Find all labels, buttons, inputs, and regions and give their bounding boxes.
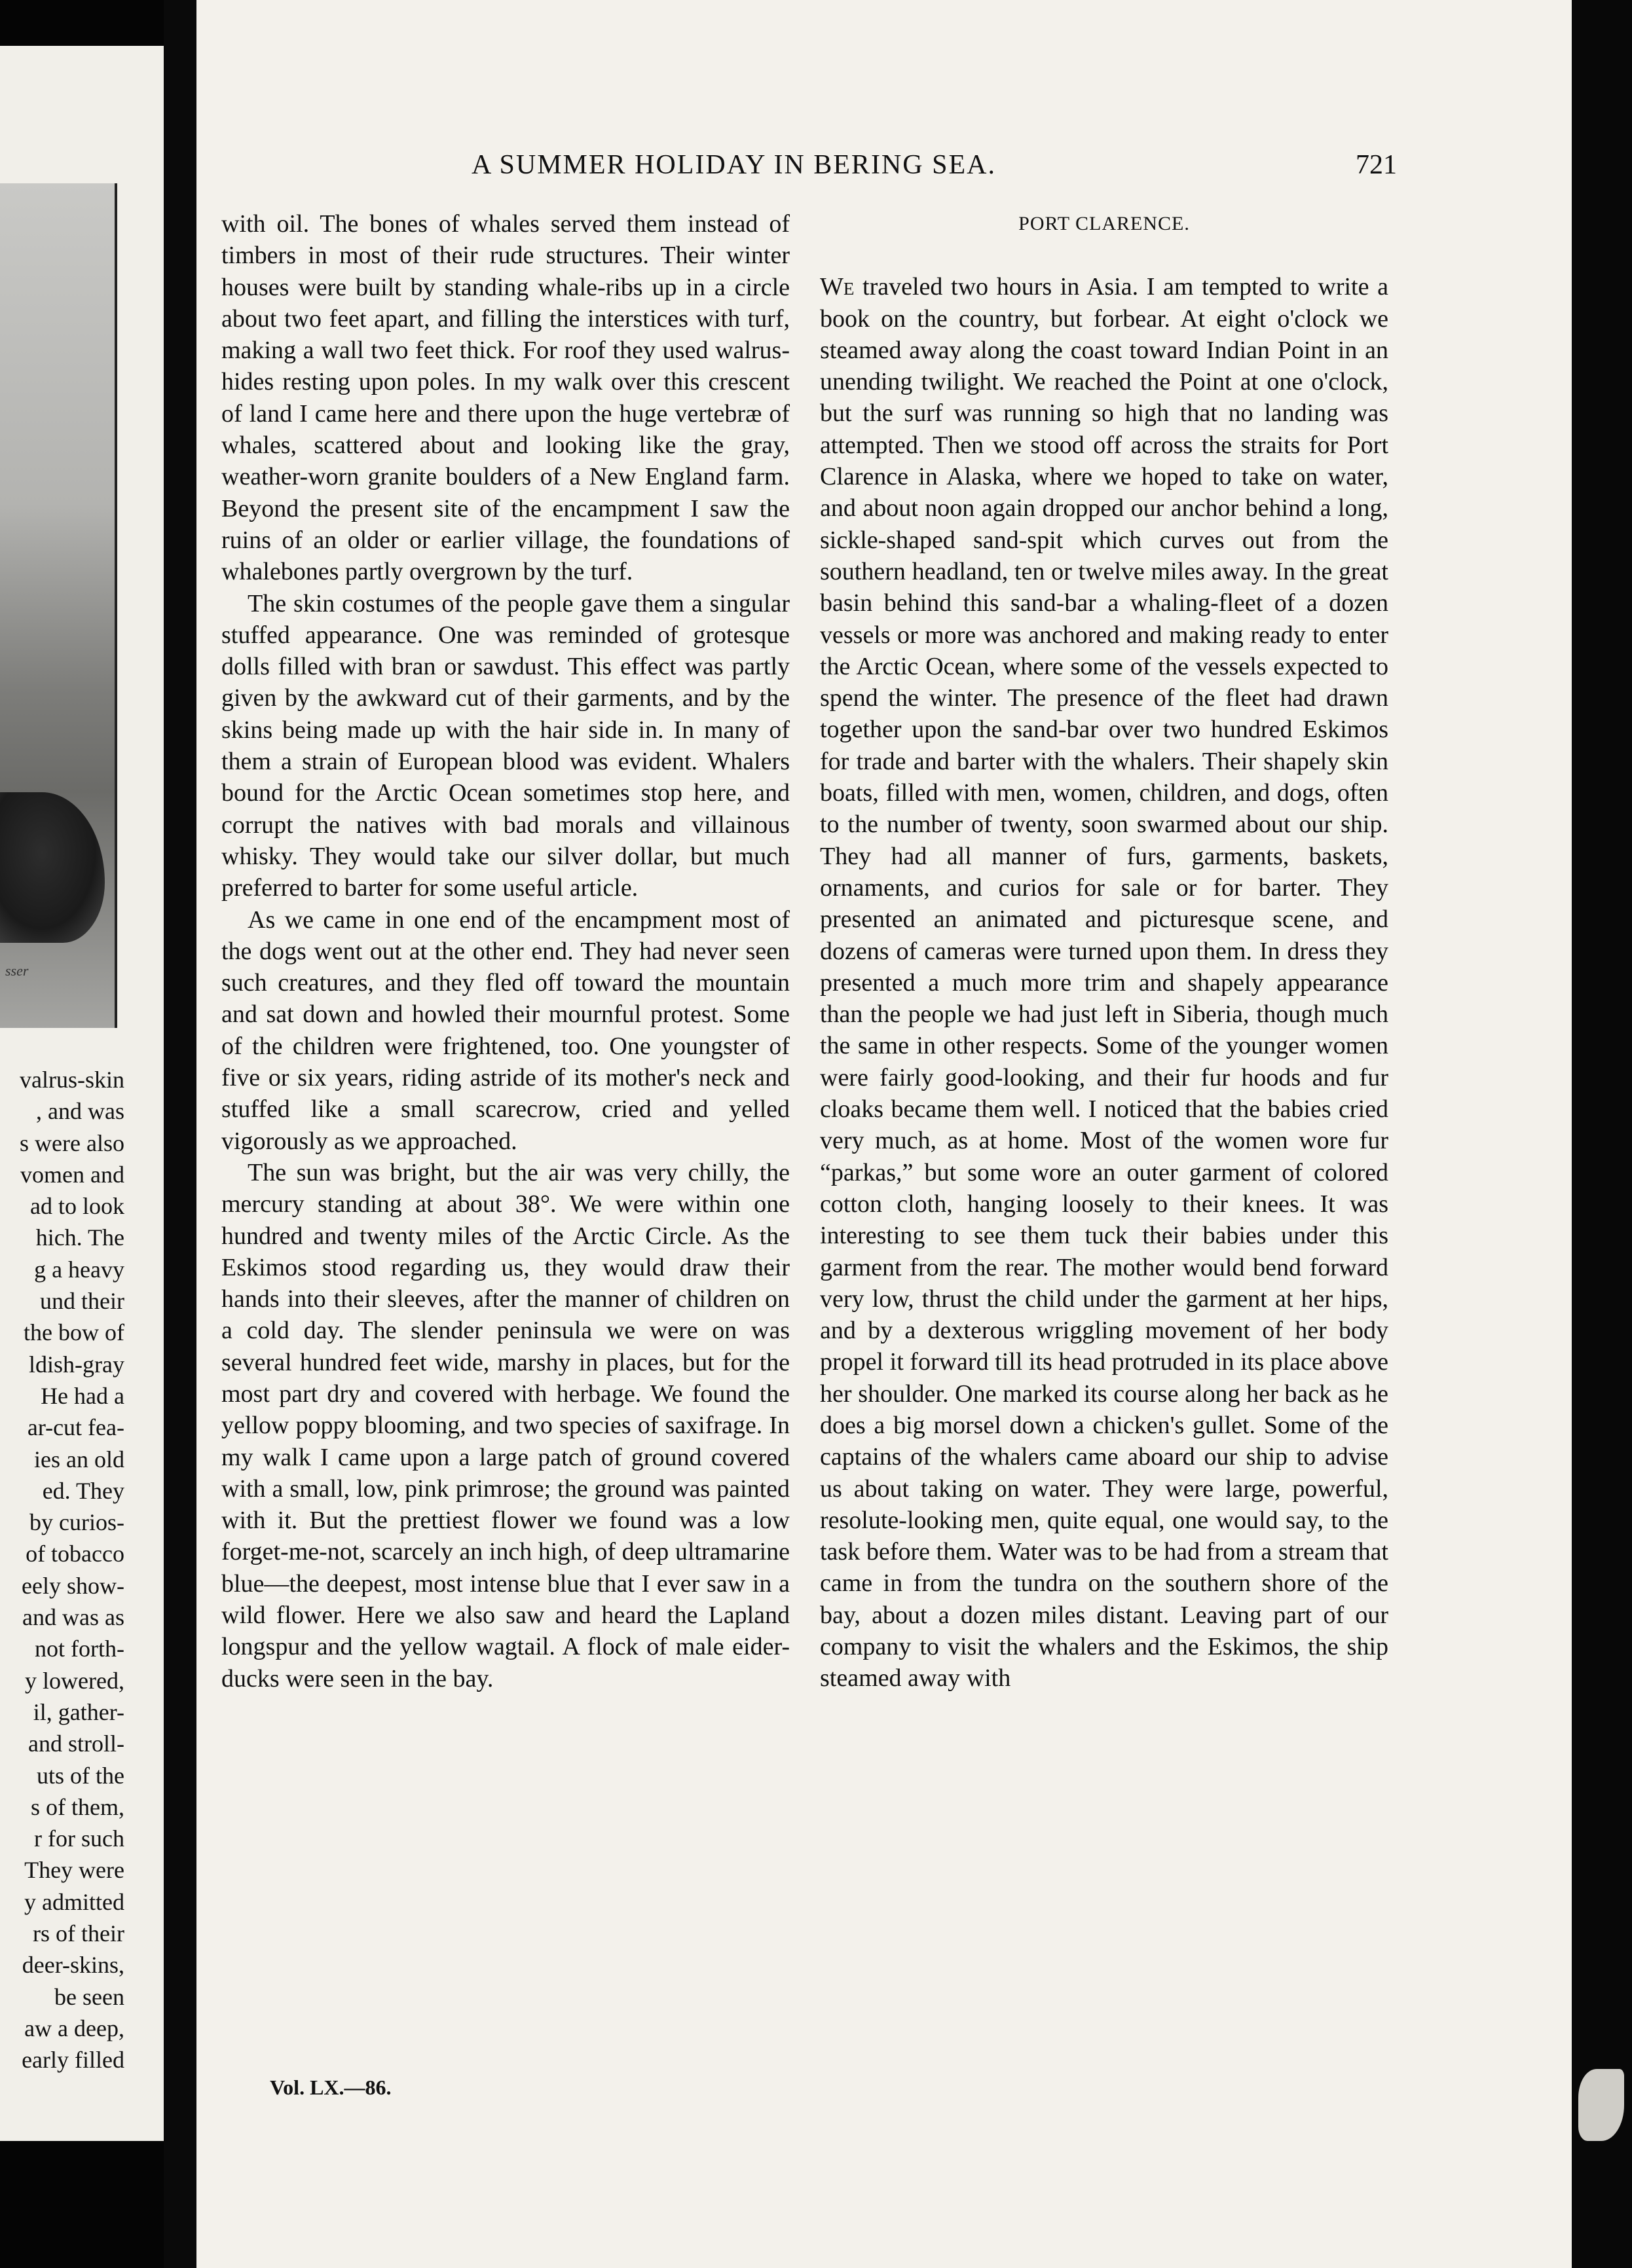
facing-page [0, 46, 164, 2141]
fragment-line: s of them, [31, 1793, 124, 1820]
fragment-line: not forth- [35, 1636, 124, 1662]
fragment-line: ies an old [34, 1446, 124, 1472]
paragraph: As we came in one end of the encampment most of the dogs went out at the other end. They had never seen such creatures, and they fled off toward the mountain and sat down and howled their mournful protest. Some of the children were frightened, too. One youngster of five or six years, riding astride of its mother's neck and stuffed like a small scarecrow, cried and yelled vigorously as we approached. [221, 905, 790, 1155]
fragment-line: by curios- [29, 1509, 124, 1536]
fragment-line: ad to look [30, 1193, 124, 1220]
engraving-credit: sser [5, 962, 29, 979]
paragraph-body: traveled two hours in Asia. I am tempted to write a book on the country, but forbear. At eight o'clock we steamed away along the coast toward Indian Point in an unending twilight. We reached the Point at one o'clock, but the surf was running so high that no landing was attempted. Then we stood off across the straits for Port Clarence in Alaska, where we hoped to take on water, and about noon again dropped our anchor behind a long, sickle-shaped sand-spit which curves out from the southern headland, ten or twelve miles away. In the great basin behind this sand-bar a whaling-fleet of a dozen vessels or more was anchored and making ready to enter the Arctic Ocean, where some of the vessels expected to spend the winter. The presence of the fleet had drawn together upon the sand-bar over two hundred Eskimos for trade and barter with the whalers. Their shapely skin boats, filled with men, women, children, and dogs, often to the number of twenty, soon swarmed about our ship. They had all manner of furs, garments, baskets, ornaments, and curios for sale or for barter. They presented an animated and picturesque scene, and dozens of cameras were turned upon them. In dress they presented a much more trim and shapely appearance than the people we had just left in Siberia, though much the same in other respects. Some of the younger women were fairly good-looking, and their fur hoods and fur cloaks became them well. I noticed that the babies cried very much, as at home. Most of the women wore fur “parkas,” but some wore an outer garment of colored cotton cloth, hanging loosely to their knees. It was interesting to see them tuck their babies under this garment from the rear. The mother would bend forward very low, thrust the child under the garment at her hips, and by a dexterous wriggling movement of her body propel it forward till its head protruded in its place above her shoulder. One marked its course along her back as he does a big morsel down a chicken's gullet. Some of the captains of the whalers came aboard our ship to advise us about taking on water. They were large, powerful, resolute-looking men, quite equal, one would say, to the task before them. Water was to be had from a stream that came in from the tundra on the southern shore of the bay, about a dozen miles distant. Leaving part of our company to visit the whalers and the Eskimos, the ship steamed away with [820, 273, 1388, 1692]
fragment-line: hich. The [35, 1224, 124, 1251]
book-gutter [164, 0, 196, 2268]
engraving-rock [0, 792, 105, 943]
page-number: 721 [1356, 150, 1397, 180]
fragment-line: early filled [22, 2047, 124, 2074]
facing-page-text [0, 1064, 124, 2076]
fragment-line: aw a deep, [24, 2015, 124, 2041]
running-header: A SUMMER HOLIDAY IN BERING SEA. [472, 150, 996, 180]
paragraph: with oil. The bones of whales served them instead of timbers in most of their rude structures. Their winter houses were built by standing whale-ribs up in a circle about two feet apart, and filling the interstices with turf, making a wall two feet thick. For roof they used walrus-hides resting upon poles. In my walk over this crescent of land I came here and there upon the huge vertebræ of whales, scattered about and looking like the gray, weather-worn granite boulders of a New England farm. Beyond the present site of the encampment I saw the ruins of an older or earlier village, the foundations of whalebones partly overgrown by the turf. [221, 210, 790, 586]
fragment-line: il, gather- [33, 1698, 124, 1725]
fragment-line: eely show- [22, 1572, 124, 1599]
fragment-line: ar-cut fea- [27, 1414, 124, 1441]
fragment-line: ed. They [42, 1477, 124, 1504]
fragment-line: vomen and [20, 1161, 124, 1188]
engraving-illustration [0, 183, 117, 1028]
fragment-line: g a heavy [34, 1256, 124, 1283]
fragment-line: deer-skins, [22, 1952, 124, 1979]
fragment-line: the bow of [24, 1319, 124, 1346]
fragment-line: of tobacco [26, 1541, 124, 1567]
fragment-line: be seen [54, 1983, 124, 2010]
paragraph [820, 271, 1388, 1694]
paragraph: The skin costumes of the people gave them a singular stuffed appearance. One was reminded of grotesque dolls filled with bran or sawdust. This effect was partly given by the awkward cut of their garments, and by the skins being made up with the hair side in. In many of them a strain of European blood was evident. Whalers bound for the Arctic Ocean sometimes stop here, and corrupt the natives with bad morals and villainous whisky. They would take our silver dollar, but much preferred to barter for some useful article. [221, 589, 790, 902]
fragment-line: They were [24, 1857, 124, 1884]
book-page [196, 0, 1572, 2268]
fragment-line: und their [40, 1288, 124, 1315]
fragment-line: r for such [34, 1825, 124, 1852]
fragment-line: ldish-gray [29, 1351, 124, 1378]
fragment-line: rs of their [33, 1920, 124, 1947]
fragment-line: y admitted [24, 1888, 124, 1915]
torn-corner [1578, 2069, 1624, 2141]
text-column-left [221, 208, 790, 1694]
fragment-line: , and was [36, 1098, 124, 1125]
paragraph: The sun was bright, but the air was very chilly, the mercury standing at about 38°. We were within one hundred and twenty miles of the Arctic Circle. As the Eskimos stood regarding us, they would draw their hands into their sleeves, after the manner of children on a cold day. The slender peninsula we were on was several hundred feet wide, marshy in places, but for the most part dry and covered with herbage. We found the yellow poppy blooming, and two species of saxifrage. In my walk I came upon a large patch of ground covered with a small, low, pink primrose; the ground was painted with it. But the prettiest flower we found was a low forget-me-not, scarcely an inch high, of deep ultramarine blue—the deepest, most intense blue that I ever saw in a wild flower. Here we also saw and heard the Lapland longspur and the yellow wagtail. A flock of male eider-ducks were seen in the bay. [221, 1158, 790, 1692]
fragment-line: s were also [20, 1129, 124, 1156]
scan-border [1572, 0, 1632, 2268]
fragment-line: and was as [22, 1604, 124, 1631]
text-column-right [820, 208, 1388, 1694]
fragment-line: He had a [41, 1382, 124, 1409]
section-heading: PORT CLARENCE. [1018, 213, 1190, 234]
fragment-line: and stroll- [28, 1730, 124, 1757]
fragment-line: valrus-skin [20, 1067, 124, 1093]
drop-word: We [820, 273, 855, 301]
volume-footnote: Vol. LX.—86. [270, 2076, 392, 2099]
fragment-line: uts of the [37, 1762, 124, 1789]
fragment-line: y lowered, [25, 1667, 124, 1694]
